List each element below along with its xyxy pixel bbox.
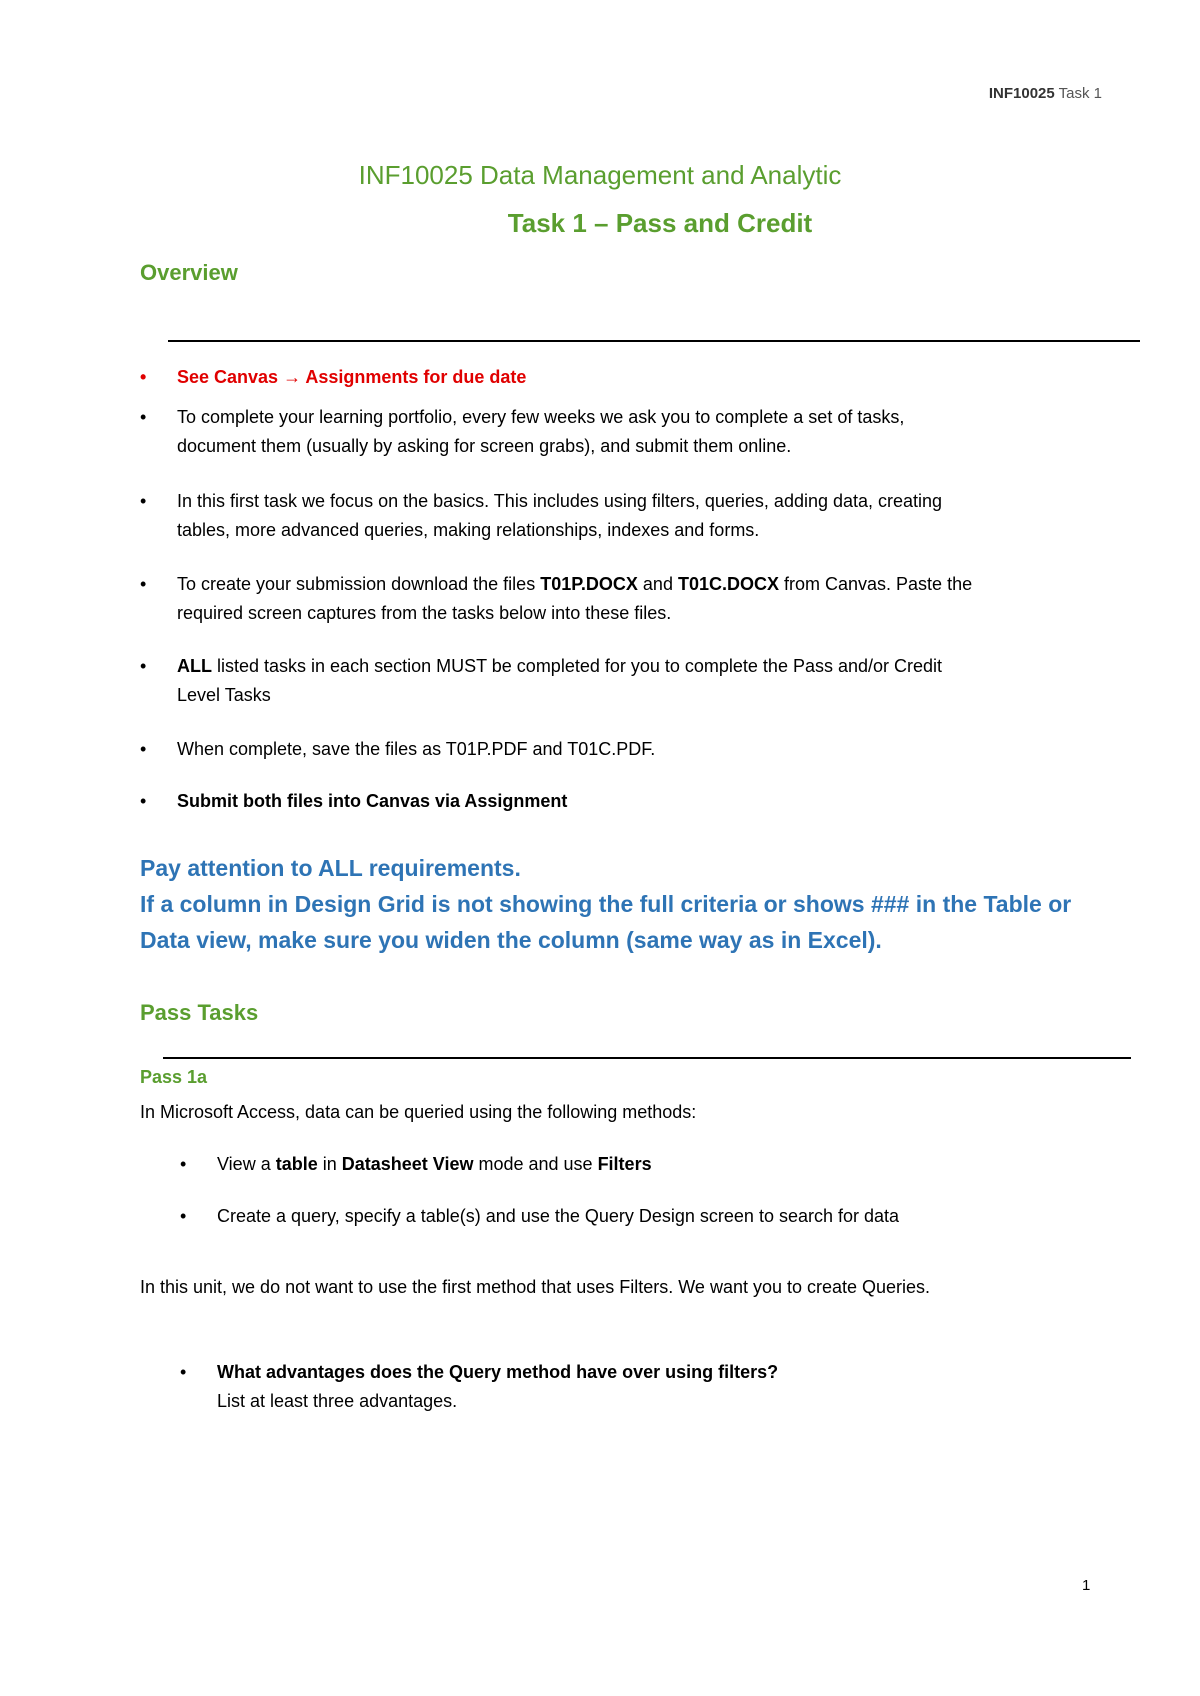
bullet-text — [177, 570, 1077, 628]
bullet-text: Create a query, specify a table(s) and use the Query Design screen to search for data — [217, 1206, 900, 1226]
bullet-emphasis: Filters — [597, 1154, 652, 1174]
attention-line-3: Data view, make sure you widen the column (same way as in Excel). — [140, 927, 882, 953]
attention-line-2: If a column in Design Grid is not showing the full criteria or shows ### in the Table or — [140, 891, 1072, 917]
file-name-pass: T01P.DOCX — [540, 574, 638, 594]
bullet-line-2: tables, more advanced queries, making relationships, indexes and forms. — [177, 520, 760, 540]
bullet-marker: • — [140, 791, 147, 811]
bullet-marker: • — [140, 491, 147, 511]
bullet-text: Submit both files into Canvas via Assignment — [177, 791, 568, 811]
question-line-2: List at least three advantages. — [217, 1391, 458, 1411]
pass-tasks-divider — [163, 1057, 1131, 1059]
question-text: What advantages does the Query method have over using filters? — [217, 1362, 779, 1382]
bullet-marker: • — [140, 656, 147, 676]
bullet-line-1: In this first task we focus on the basics. This includes using filters, queries, adding data, creating — [177, 491, 943, 511]
pass-intro: In Microsoft Access, data can be queried using the following methods: — [140, 1102, 697, 1122]
bullet-part: from Canvas. Paste the — [779, 574, 973, 594]
bullet-line-1: To complete your learning portfolio, every few weeks we ask you to complete a set of tasks, — [177, 407, 905, 427]
bullet-text — [177, 487, 1077, 545]
bullet-text: When complete, save the files as T01P.PDF and T01C.PDF. — [177, 739, 656, 759]
bullet-line-2: Level Tasks — [177, 685, 271, 705]
bullet-text — [217, 1358, 1077, 1416]
page-number: 1 — [1082, 1577, 1091, 1594]
overview-heading: Overview — [140, 260, 238, 285]
bullet-emphasis: table — [275, 1154, 318, 1174]
bullet-emphasis: ALL — [177, 656, 212, 676]
header-code: INF10025 — [988, 85, 1055, 102]
document-title: INF10025 Data Management and Analytic — [358, 160, 842, 190]
bullet-line-2: document them (usually by asking for screen grabs), and submit them online. — [177, 436, 792, 456]
bullet-marker: • — [180, 1206, 187, 1226]
bullet-part: listed tasks in each section MUST be completed for you to complete the Pass and/or Credit — [212, 656, 943, 676]
attention-notice — [140, 850, 1140, 958]
attention-line-1: Pay attention to ALL requirements. — [140, 855, 521, 881]
bullet-marker: • — [140, 407, 147, 427]
pass-note: In this unit, we do not want to use the first method that uses Filters. We want you to create Queries. — [140, 1277, 931, 1297]
bullet-text — [177, 403, 1077, 461]
bullet-emphasis: Datasheet View — [341, 1154, 474, 1174]
header-task: Task 1 — [1058, 85, 1102, 102]
page-header — [989, 85, 1102, 102]
bullet-marker: • — [140, 367, 147, 387]
bullet-part: and — [637, 574, 678, 594]
bullet-text: See Canvas → Assignments for due date — [177, 367, 527, 387]
bullet-line-2: required screen captures from the tasks below into these files. — [177, 603, 672, 623]
bullet-part: in — [317, 1154, 342, 1174]
overview-divider — [168, 340, 1140, 342]
bullet-text — [217, 1150, 1077, 1179]
pass-tasks-heading: Pass Tasks — [140, 1000, 259, 1025]
bullet-part: View a — [217, 1154, 276, 1174]
bullet-marker: • — [140, 574, 147, 594]
bullet-marker: • — [180, 1362, 187, 1382]
file-name-credit: T01C.DOCX — [677, 574, 779, 594]
document-subtitle: Task 1 – Pass and Credit — [507, 208, 813, 238]
bullet-marker: • — [140, 739, 147, 759]
bullet-text — [177, 652, 1077, 710]
bullet-part: mode and use — [473, 1154, 598, 1174]
bullet-marker: • — [180, 1154, 187, 1174]
pass-1a-heading: Pass 1a — [140, 1067, 208, 1087]
bullet-part: To create your submission download the files — [177, 574, 541, 594]
